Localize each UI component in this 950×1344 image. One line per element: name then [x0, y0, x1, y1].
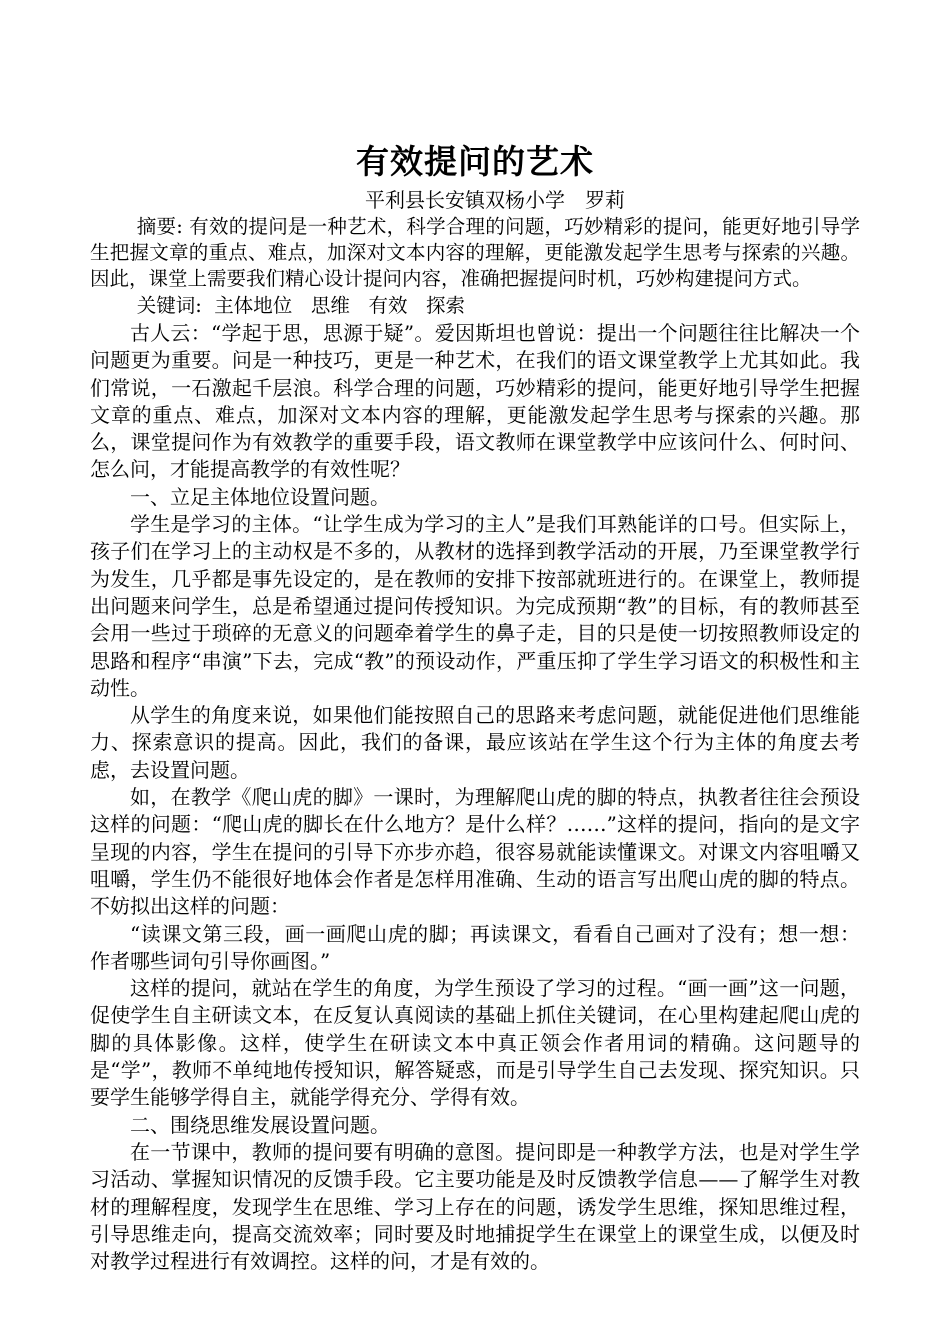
body-paragraph: 学生是学习的主体。“让学生成为学习的主人”是我们耳熟能详的口号。但实际上，孩子们在学习上的主动权是不多的，从教材的选择到教学活动的开展，乃至课堂教学行为发生，几乎都是事先设定的，是在教师的安排下按部就班进行的。在课堂上，教师提出问题来问学生，总是希望通过提问传授知识。为完成预期“教”的目标，有的教师甚至会用一些过于琐碎的无意义的问题牵着学生的鼻子走，目的只是使一切按照教师设定的思路和程序“串演”下去，完成“教”的预设动作，严重压抑了学生学习语文的积极性和主动性。	[90, 512, 860, 700]
document-page	[90, 138, 860, 1275]
section-heading-1: 一、立足主体地位设置问题。	[130, 484, 390, 509]
author-line: 平利县长安镇双杨小学 罗莉	[365, 188, 625, 212]
body-paragraph: 在一节课中，教师的提问要有明确的意图。提问即是一种教学方法，也是对学生学习活动、掌握知识情况的反馈手段。它主要功能是及时反馈教学信息——了解学生对教材的理解程度，发现学生在思维、学习上存在的问题，诱发学生思维，探知思维过程，引导思维走向，提高交流效率；同时要及时地捕捉学生在课堂上的课堂生成，以便及时对教学过程进行有效调控。这样的问，才是有效的。	[90, 1139, 860, 1274]
section-heading-2: 二、围绕思维发展设置问题。	[130, 1112, 390, 1137]
intro-paragraph: 古人云：“学起于思，思源于疑”。爱因斯坦也曾说：提出一个问题往往比解决一个问题更为重要。问是一种技巧，更是一种艺术，在我们的语文课堂教学上尤其如此。我们常说，一石激起千层浪。科学合理的问题，巧妙精彩的提问，能更好地引导学生把握文章的重点、难点，加深对文本内容的理解，更能激发起学生思考与探索的兴趣。那么，课堂提问作为有效教学的重要手段，语文教师在课堂教学中应该问什么、何时问、怎么问，才能提高教学的有效性呢？	[90, 321, 860, 482]
document-title: 有效提问的艺术	[356, 142, 594, 181]
quoted-question-paragraph: “读课文第三段，画一画爬山虎的脚；再读课文，看看自己画对了没有；想一想：作者哪些词句引导你画图。”	[90, 921, 860, 973]
body-paragraph: 从学生的角度来说，如果他们能按照自己的思路来考虑问题，就能促进他们思维能力、探索意识的提高。因此，我们的备课，最应该站在学生这个行为主体的角度去考虑，去设置问题。	[90, 703, 860, 782]
abstract-paragraph: 摘要: 有效的提问是一种艺术，科学合理的问题，巧妙精彩的提问，能更好地引导学生把握文章的重点、难点，加深对文本内容的理解，更能激发起学生思考与探索的兴趣。因此，课堂上需要我们精心设计提问内容，准确把握提问时机，巧妙构建提问方式。	[90, 215, 860, 290]
keywords-line: 关键词: 主体地位 思维 有效 探索	[136, 294, 466, 317]
body-paragraph: 如，在教学《爬山虎的脚》一课时，为理解爬山虎的脚的特点，执教者往往会预设这样的问题：“爬山虎的脚长在什么地方？是什么样？……”这样的提问，指向的是文字呈现的内容，学生在提问的引导下亦步亦趋，很容易就能读懂课文。对课文内容咀嚼又咀嚼，学生仍不能很好地体会作者是怎样用准确、生动的语言写出爬山虎的脚的特点。不妨拟出这样的问题：	[90, 785, 860, 919]
body-paragraph: 这样的提问，就站在学生的角度，为学生预设了学习的过程。“画一画”这一问题，促使学生自主研读文本，在反复认真阅读的基础上抓住关键词，在心里构建起爬山虎的脚的具体影像。这样，使学生在研读文本中真正领会作者用词的精确。这问题导的是“学”，教师不单纯地传授知识，解答疑惑，而是引导学生自己去发现、探究知识。只要学生能够学得自主，就能学得充分、学得有效。	[90, 976, 860, 1110]
